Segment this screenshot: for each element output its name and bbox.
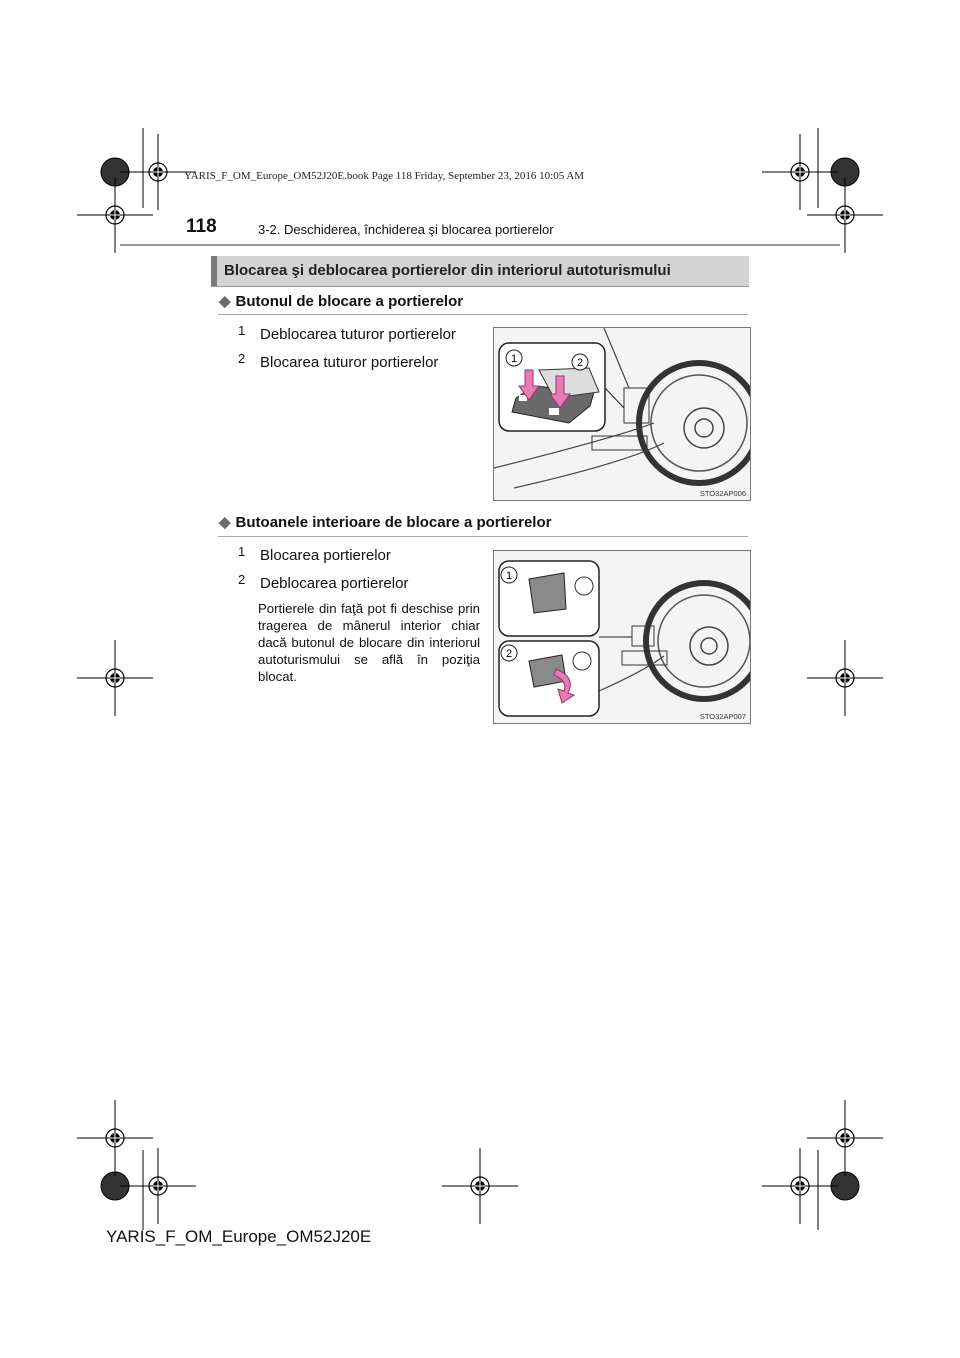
- list-item: Blocarea tuturor portierelor: [260, 354, 439, 371]
- callout-1: 1: [505, 570, 513, 582]
- section-heading-bar: [211, 256, 217, 286]
- page-number: 118: [186, 216, 217, 237]
- figure-code: STO32AP007: [699, 712, 746, 721]
- header-divider: [120, 244, 840, 246]
- note-paragraph: Portierele din faţă pot fi deschise prin tragerea de mânerul interior chiar dacă butonul de blocare din interiorul autoturismului se află în poziţia blocat.: [258, 601, 480, 684]
- diamond-bullet-icon: ◆: [219, 293, 231, 310]
- subsection-title-inside-lock-buttons: ◆ Butoanele interioare de blocare a portierelor: [219, 514, 552, 531]
- callout-2: 2: [505, 648, 513, 660]
- figure-lock-switch: [493, 327, 751, 501]
- item-number: 2: [238, 572, 246, 587]
- list-item: Blocarea portierelor: [260, 547, 391, 564]
- subsection-divider: [218, 536, 748, 537]
- item-number: 1: [238, 544, 246, 559]
- footer-code: YARIS_F_OM_Europe_OM52J20E: [106, 1227, 372, 1246]
- book-info: YARIS_F_OM_Europe_OM52J20E.book Page 118 Friday, September 23, 2016 10:05 AM: [184, 170, 585, 182]
- item-number: 1: [238, 323, 246, 338]
- figure-inside-lock-buttons: [493, 550, 751, 724]
- diamond-bullet-icon: ◆: [219, 514, 231, 531]
- subsection-title-lock-switch: ◆ Butonul de blocare a portierelor: [219, 293, 464, 310]
- section-heading: [211, 256, 749, 287]
- list-item: Deblocarea portierelor: [260, 575, 409, 592]
- item-number: 2: [238, 351, 246, 366]
- callout-1: 1: [510, 353, 518, 365]
- section-title: Blocarea şi deblocarea portierelor din interiorul autoturismului: [224, 262, 671, 279]
- subsection-divider: [218, 314, 748, 315]
- figure-illustration: [494, 551, 750, 723]
- figure-code: STO32AP006: [699, 489, 746, 498]
- list-item: Deblocarea tuturor portierelor: [260, 326, 456, 343]
- callout-2: 2: [576, 357, 584, 369]
- chapter-title: 3-2. Deschiderea, închiderea şi blocarea portierelor: [258, 222, 554, 237]
- figure-illustration: [494, 328, 750, 500]
